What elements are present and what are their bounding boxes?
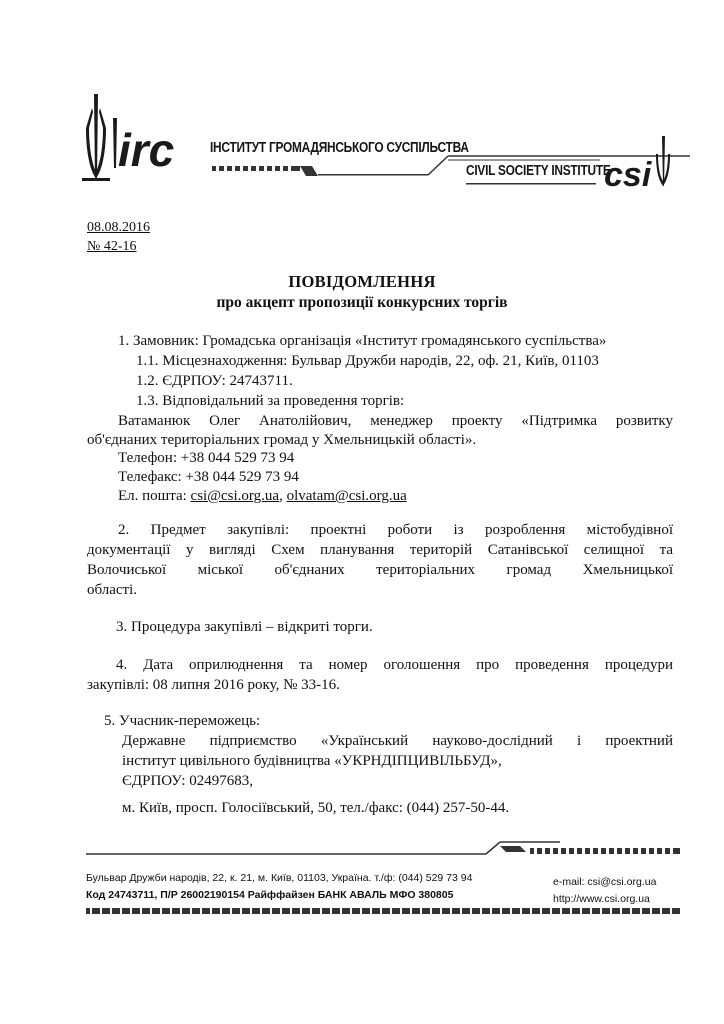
section-4-line1: 4. Дата оприлюднення та номер оголошення про проведення процедури [116, 657, 673, 673]
section-2-line2: документації у вигляді Схем планування територій Сатанівської селищної та [87, 542, 673, 558]
section-5-line2: інститут цивільного будівництва «УКРНДІПЦИВІЛЬБУД», [122, 753, 502, 769]
csi-logo-icon [604, 136, 670, 194]
footer-address: Бульвар Дружби народів, 22, к. 21, м. Київ, 01103, Україна. т./ф: (044) 529 73 94 [86, 872, 473, 884]
document-number: № 42-16 [87, 239, 137, 254]
section-4-line2: закупівлі: 08 липня 2016 року, № 33-16. [87, 677, 340, 693]
responsible-person-line2: об'єднаних територіальних громад у Хмельницькій області». [87, 432, 477, 448]
section-5-line1: Державне підприємство «Український науково-дослідний і проектний [122, 733, 673, 749]
email-link-csi[interactable]: csi@csi.org.ua [190, 488, 280, 504]
section-5-line4: м. Київ, просп. Голосіївський, 50, тел./факс: (044) 257-50-44. [122, 800, 510, 816]
footer [0, 838, 724, 918]
section-5-line3: ЄДРПОУ: 02497683, [122, 773, 254, 789]
footer-website[interactable]: http://www.csi.org.ua [553, 893, 650, 905]
page-title: ПОВІДОМЛЕННЯ [288, 272, 436, 291]
document-date: 08.08.2016 [87, 220, 150, 235]
page-subtitle: про акцепт пропозиції конкурсних торгів [216, 294, 508, 311]
email-link-olvatam[interactable]: olvatam@csi.org.ua [286, 488, 407, 504]
section-1-item-1: 1.1. Місцезнаходження: Бульвар Дружби народів, 22, оф. 21, Київ, 01103 [136, 353, 599, 369]
section-1-heading: 1. Замовник: Громадська організація «Інститут громадянського суспільства» [118, 333, 607, 349]
footer-email[interactable]: e-mail: csi@csi.org.ua [553, 876, 657, 888]
institute-name-en: CIVIL SOCIETY INSTITUTE [466, 163, 611, 179]
footer-bank-details: Код 24743711, П/Р 26002190154 Райффайзен БАНК АВАЛЬ МФО 380805 [86, 889, 454, 901]
letterhead [0, 88, 724, 198]
section-1-item-2: 1.2. ЄДРПОУ: 24743711. [136, 373, 293, 389]
contact-email [118, 488, 407, 505]
irc-logo-icon [118, 124, 174, 176]
institute-name-ua: ІНСТИТУТ ГРОМАДЯНСЬКОГО СУСПІЛЬСТВА [210, 140, 469, 156]
email-label: Ел. пошта: [118, 488, 187, 504]
trident-emblem-icon [82, 94, 117, 181]
section-2-line1: 2. Предмет закупівлі: проектні роботи із розроблення містобудівної [118, 522, 673, 538]
section-5-heading: 5. Учасник-переможець: [104, 713, 261, 729]
section-1-item-3: 1.3. Відповідальний за проведення торгів: [136, 393, 405, 409]
responsible-person-line1: Ватаманюк Олег Анатолійович, менеджер проекту «Підтримка розвитку [118, 413, 673, 429]
section-2-line4: області. [87, 582, 138, 598]
section-2-line3: Волочиської міської об'єднаних територіальних громад Хмельницької [87, 562, 673, 578]
svg-text:irc: irc [118, 124, 175, 176]
section-3-line1: 3. Процедура закупівлі – відкриті торги. [116, 619, 373, 635]
contact-phone: Телефон: +38 044 529 73 94 [118, 450, 295, 466]
svg-text:csi: csi [604, 156, 652, 194]
document-meta [87, 218, 150, 256]
contact-fax: Телефакс: +38 044 529 73 94 [118, 469, 299, 485]
email-separator: , [279, 488, 283, 504]
